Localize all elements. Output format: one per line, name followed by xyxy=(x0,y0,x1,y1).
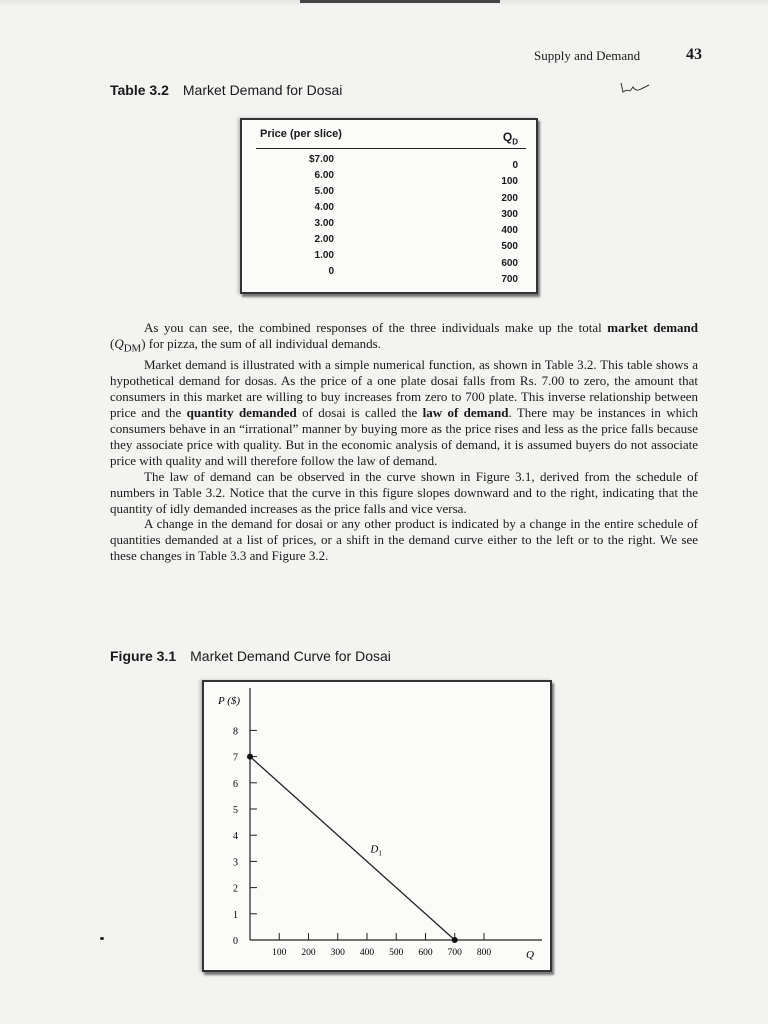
quantity-cell: 500 xyxy=(501,241,518,253)
figure-caption xyxy=(110,648,391,664)
table-title: Market Demand for Dosai xyxy=(182,82,343,98)
col-header-quantity xyxy=(503,130,518,146)
text-run: of dosai is called the xyxy=(296,405,423,421)
body-text xyxy=(110,320,698,564)
x-tick-label: 400 xyxy=(359,948,375,958)
x-tick-label: 100 xyxy=(272,948,287,958)
demand-point xyxy=(452,937,458,943)
quantity-cell: 200 xyxy=(501,192,518,204)
price-cell: 4.00 xyxy=(314,202,334,213)
quantity-cell: 100 xyxy=(501,176,518,188)
col-q-sub: D xyxy=(512,137,518,147)
stray-mark xyxy=(100,937,104,940)
paragraph xyxy=(110,357,698,468)
quantity-column xyxy=(478,158,518,288)
text-run: . There may be instances in which consumers behave in an “irrational” manner by buying more as the price rises and less as the price falls because they associate price with quality. But in the economic analysis of demand, it is assumed buyers do not associate price with quality and will therefore follow the law of demand. xyxy=(110,405,699,468)
y-tick-label: 0 xyxy=(233,936,238,947)
y-tick-label: 4 xyxy=(233,831,238,843)
price-cell: 3.00 xyxy=(314,218,334,229)
col-q-main: Q xyxy=(502,130,513,144)
page-number: 43 xyxy=(686,46,702,63)
y-tick-label: 1 xyxy=(233,909,238,921)
x-tick-label: 800 xyxy=(476,948,492,958)
price-cell: 2.00 xyxy=(314,234,334,245)
paragraph xyxy=(110,320,698,357)
quantity-cell: 300 xyxy=(501,208,518,220)
x-tick-label: 600 xyxy=(418,948,433,958)
quantity-cell: 600 xyxy=(501,257,518,269)
price-column xyxy=(294,152,334,280)
x-tick-label: 500 xyxy=(389,948,404,958)
price-cell: 1.00 xyxy=(314,250,334,261)
text-run: ) for pizza, the sum of all individual demands. xyxy=(141,335,381,351)
price-cell: 5.00 xyxy=(314,186,334,197)
quantity-cell: 700 xyxy=(501,274,518,286)
quantity-cell: 400 xyxy=(501,225,518,237)
x-axis-label: Q xyxy=(526,949,534,961)
figure-title: Market Demand Curve for Dosai xyxy=(190,648,391,664)
table-label: Table 3.2 xyxy=(110,82,169,98)
y-axis-label: P ($) xyxy=(218,695,241,707)
price-cell: $7.00 xyxy=(308,154,334,165)
paragraph: A change in the demand for dosai or any other product is indicated by a change in the entire schedule of quantities demanded at a list of prices, or a shift in the demand curve either to the left or to the right. We see these changes in Table 3.3 and Figure 3.2. xyxy=(110,516,698,564)
table-header-rule xyxy=(256,148,526,149)
y-tick-label: 7 xyxy=(233,752,238,764)
quantity-cell: 0 xyxy=(512,160,518,171)
demand-point xyxy=(247,754,253,760)
demand-chart-svg xyxy=(204,682,550,970)
price-cell: 6.00 xyxy=(314,170,334,181)
y-tick-label: 3 xyxy=(233,857,238,869)
y-tick-label: 2 xyxy=(233,883,238,895)
y-tick-label: 5 xyxy=(233,805,238,816)
col-header-price: Price (per slice) xyxy=(260,128,342,140)
running-head: Supply and Demand xyxy=(534,48,641,63)
y-tick-label: 6 xyxy=(233,778,238,790)
symbol-q: Q xyxy=(114,335,124,351)
page-top-mark xyxy=(300,0,500,3)
paragraph: The law of demand can be observed in the curve shown in Figure 3.1, derived from the schedule of numbers in Table 3.2. Notice that the curve in this figure slopes downward and to the right, indicating that the quantity of idly demanded increases as the price falls and vice versa. xyxy=(110,468,698,516)
x-tick-label: 300 xyxy=(330,948,345,958)
demand-table xyxy=(240,118,538,294)
demand-curve-d1 xyxy=(250,757,455,940)
term-market-demand: market demand xyxy=(607,320,699,335)
pen-mark-icon xyxy=(618,80,652,96)
x-tick-label: 200 xyxy=(301,948,316,958)
series-label-sub: 1 xyxy=(378,849,382,858)
x-tick-label: 700 xyxy=(447,948,462,958)
figure-label: Figure 3.1 xyxy=(110,648,177,664)
text-run: Market demand is illustrated with a simple numerical function, as shown in Table 3.2. This table shows a hypothetical demand for dosas. As the price of a one plate dosai falls from Rs. 7.00 to zero, the amount that consumers in this market are willing to buy increases from zero to 700 plate. This inverse relationship between price and the xyxy=(110,357,698,421)
demand-chart xyxy=(202,680,552,972)
text-run: ( xyxy=(110,335,115,351)
term-quantity-demanded: quantity demanded xyxy=(186,405,297,421)
price-cell: 0 xyxy=(328,266,334,277)
y-tick-label: 8 xyxy=(233,726,238,738)
table-caption xyxy=(110,82,342,98)
symbol-sub: DM xyxy=(123,342,142,355)
term-law-of-demand: law of demand xyxy=(422,405,509,421)
text-run: As you can see, the combined responses of the three individuals make up the total xyxy=(144,320,608,335)
series-label-d1: $D_1$ xyxy=(370,843,382,858)
